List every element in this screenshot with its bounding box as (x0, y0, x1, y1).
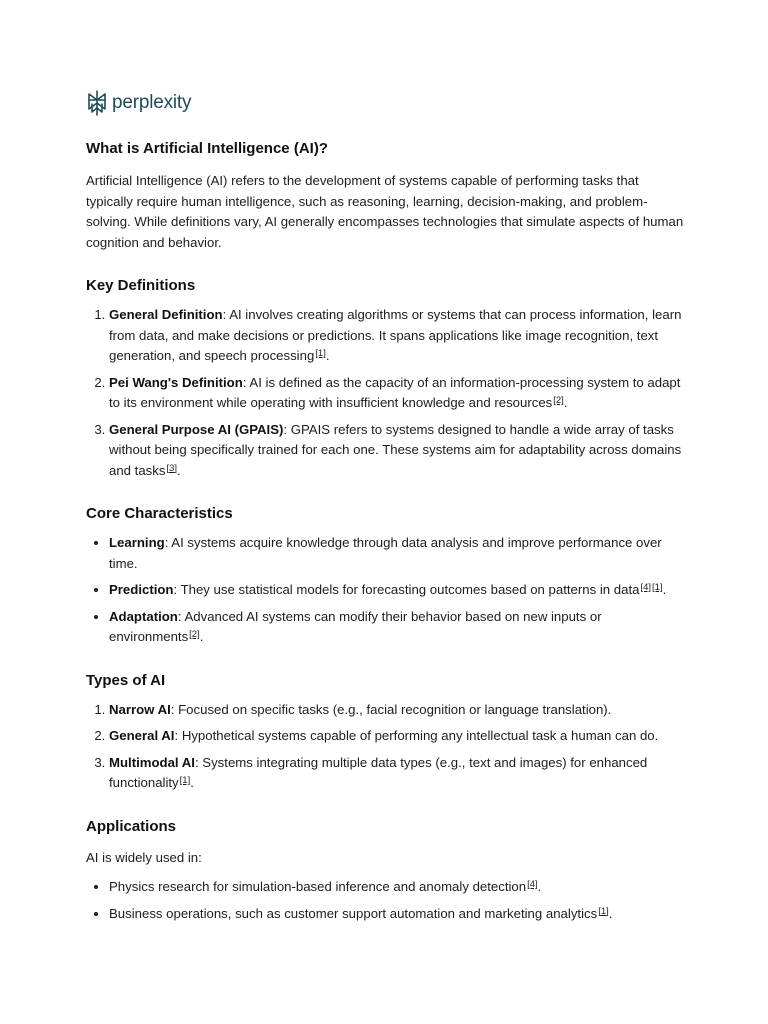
citation-link[interactable]: [3] (166, 462, 178, 474)
list-item-text: They use statistical models for forecasting outcomes based on patterns in data (180, 582, 640, 597)
list-item-term: Narrow AI (109, 701, 171, 717)
list-item-text: Physics research for simulation-based inference and anomaly detection (109, 879, 527, 894)
citation-link[interactable]: [1] (179, 775, 191, 786)
citation-link[interactable]: [4] (527, 879, 538, 890)
section-heading-applications: Applications (86, 817, 177, 835)
term-separator: : (242, 374, 250, 390)
page-title: What is Artificial Intelligence (AI)? (86, 140, 328, 157)
list-item (109, 726, 686, 747)
term-separator: : (170, 701, 179, 717)
list-item-end: . (662, 582, 667, 597)
citation-link[interactable]: [1] (598, 905, 609, 917)
term-separator: : (194, 754, 203, 770)
list-item-end: . (537, 879, 542, 894)
list-item (109, 700, 686, 721)
brand-name: perplexity (112, 92, 192, 113)
term-separator: : (174, 728, 182, 743)
list-item (109, 580, 686, 601)
perplexity-logo-icon (86, 90, 108, 116)
key-definitions-list (86, 305, 686, 481)
list-item (109, 533, 686, 574)
section-heading-types-of-ai: Types of AI (86, 671, 166, 689)
list-item-term: General AI (109, 728, 175, 743)
term-separator: : (177, 608, 185, 624)
list-item-end: . (177, 462, 181, 478)
list-item (109, 373, 686, 414)
applications-list (86, 877, 686, 924)
list-item-term: Adaptation (109, 608, 178, 624)
list-item-text: GPAIS refers to systems designed to handle a wide array of tasks without being specifically trained for each one. These systems aim for adaptability across domains and tasks (109, 421, 682, 478)
citation-link[interactable]: [1] (652, 582, 663, 593)
citation-link[interactable]: [2] (189, 629, 200, 640)
citation-link[interactable]: [4] (640, 582, 652, 593)
term-separator: : (222, 307, 230, 322)
list-item-term: Multimodal AI (109, 754, 195, 770)
core-characteristics-list (86, 533, 686, 648)
list-item (109, 607, 686, 648)
list-item-end: . (325, 348, 330, 363)
citation-link[interactable]: [2] (553, 395, 564, 406)
list-item-text: Focused on specific tasks (e.g., facial recognition or language translation). (178, 701, 612, 717)
types-of-ai-list (86, 700, 686, 794)
list-item-end: . (190, 775, 194, 790)
list-item-term: Learning (109, 535, 165, 550)
citation-link[interactable]: [1] (315, 348, 326, 359)
list-item-text: Hypothetical systems capable of performing any intellectual task a human can do. (181, 728, 659, 743)
list-item (109, 753, 686, 794)
list-item-end: . (563, 395, 568, 410)
list-item (109, 420, 686, 482)
list-item-text: AI systems acquire knowledge through data analysis and improve performance over time. (109, 535, 662, 571)
list-item-text: AI involves creating algorithms or systems that can process information, learn from data, and make decisions or predictions. It spans applications like image recognition, text generation, and speech processing (109, 307, 682, 363)
list-item-term: Pei Wang's Definition (109, 374, 243, 390)
section-heading-key-definitions: Key Definitions (86, 277, 196, 294)
applications-intro: AI is widely used in: (86, 849, 202, 865)
answer-content (86, 138, 686, 930)
list-item-end: . (199, 629, 204, 644)
list-item-term: General Definition (109, 307, 223, 322)
term-separator: : (173, 582, 181, 597)
list-item-end: . (608, 905, 613, 921)
term-separator: : (164, 535, 172, 550)
list-item (109, 877, 686, 898)
list-item-text: AI is defined as the capacity of an information-processing system to adapt to its environment while operating with insufficient knowledge and resources (109, 374, 681, 410)
list-item (109, 904, 686, 925)
perplexity-logo[interactable] (86, 90, 191, 116)
list-item (109, 305, 686, 367)
section-heading-core-characteristics: Core Characteristics (86, 505, 233, 522)
term-separator: : (283, 421, 291, 437)
list-item-term: Prediction (109, 582, 174, 597)
list-item-text: Business operations, such as customer support automation and marketing analytics (109, 905, 598, 921)
list-item-text: Systems integrating multiple data types (e.g., text and images) for enhanced functionality (109, 754, 648, 790)
list-item-term: General Purpose AI (GPAIS) (109, 421, 284, 437)
list-item-text: Advanced AI systems can modify their behavior based on new inputs or environments (109, 608, 602, 644)
intro-paragraph: Artificial Intelligence (AI) refers to the development of systems capable of performing tasks that typically require human intelligence, such as reasoning, learning, decision-making, and problem-solving. While definitions vary, AI generally encompasses technologies that simulate aspects of human cognition and behavior. (86, 173, 684, 250)
